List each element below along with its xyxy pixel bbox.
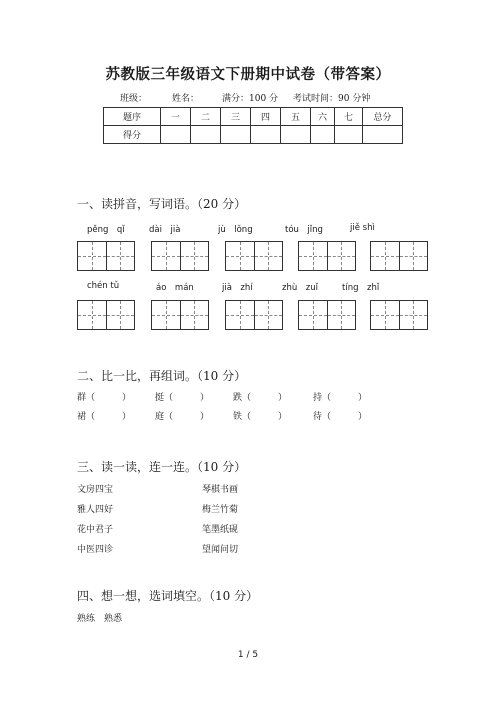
match-left-item[interactable]: 文房四宝 <box>77 485 114 495</box>
exam-time: 考试时间：90 分钟 <box>293 94 371 104</box>
score-table-header-row <box>104 108 403 126</box>
compare-item: 跌（ ） <box>233 393 288 403</box>
compare-item: 群（ ） <box>77 393 132 403</box>
name-label: 姓名： <box>172 94 200 104</box>
pinyin-label: pěng qǐ <box>87 225 125 235</box>
table-cell: 题序 <box>104 108 161 126</box>
writing-box[interactable] <box>298 300 356 330</box>
compare-item: 裙（ ） <box>77 412 132 422</box>
pinyin-label: jù lǒng <box>218 225 253 235</box>
section-3-heading: 三、读一读，连一连。（10 分） <box>77 460 247 474</box>
writing-box[interactable] <box>151 300 209 330</box>
compare-item: 庭（ ） <box>155 412 210 422</box>
page-title: 苏教版三年级语文下册期中试卷（带答案） <box>105 66 391 83</box>
writing-box[interactable] <box>298 241 356 271</box>
score-table <box>103 107 403 144</box>
score-table-score-row <box>104 126 403 144</box>
section-2-heading: 二、比一比，再组词。（10 分） <box>77 369 247 383</box>
section-4-heading: 四、想一想，选词填空。（10 分） <box>77 589 259 603</box>
score-cell[interactable] <box>161 126 191 144</box>
pinyin-label: dài jià <box>149 225 181 235</box>
writing-box[interactable] <box>151 241 209 271</box>
score-cell[interactable] <box>251 126 281 144</box>
class-label: 班级： <box>120 94 148 104</box>
table-cell: 三 <box>221 108 251 126</box>
writing-box[interactable] <box>370 241 428 271</box>
compare-item: 待（ ） <box>313 412 368 422</box>
match-left-item[interactable]: 花中君子 <box>77 525 114 535</box>
compare-item: 持（ ） <box>313 393 368 403</box>
writing-box[interactable] <box>77 300 135 330</box>
score-cell[interactable] <box>191 126 221 144</box>
table-cell: 总分 <box>363 108 403 126</box>
writing-box[interactable] <box>225 241 283 271</box>
score-cell[interactable] <box>311 126 335 144</box>
section-1-heading: 一、读拼音，写词语。（20 分） <box>77 197 247 211</box>
pinyin-label: zhù zuǐ <box>282 283 318 293</box>
table-cell: 七 <box>335 108 363 126</box>
pinyin-label: jiě shì <box>350 223 375 233</box>
table-cell: 四 <box>251 108 281 126</box>
table-cell: 得分 <box>104 126 161 144</box>
table-cell: 二 <box>191 108 221 126</box>
page-number: 1 / 5 <box>237 650 259 660</box>
pinyin-label: áo mán <box>156 283 194 293</box>
table-cell: 一 <box>161 108 191 126</box>
table-cell: 六 <box>311 108 335 126</box>
pinyin-label: jià zhí <box>222 283 253 293</box>
score-cell[interactable] <box>281 126 311 144</box>
writing-box[interactable] <box>225 300 283 330</box>
compare-item: 挺（ ） <box>155 393 210 403</box>
match-right-item[interactable]: 琴棋书画 <box>202 485 239 495</box>
full-score: 满分：100 分 <box>222 94 279 104</box>
table-cell: 五 <box>281 108 311 126</box>
match-right-item[interactable]: 笔墨纸砚 <box>202 525 239 535</box>
pinyin-label: tóu jǐng <box>285 225 323 235</box>
score-cell[interactable] <box>335 126 363 144</box>
writing-box[interactable] <box>77 241 135 271</box>
match-left-item[interactable]: 雅人四好 <box>77 505 114 515</box>
score-cell[interactable] <box>221 126 251 144</box>
writing-box[interactable] <box>370 300 428 330</box>
pinyin-label: tíng zhǐ <box>342 283 380 293</box>
word-choices: 熟练 熟悉 <box>77 614 123 624</box>
score-cell[interactable] <box>363 126 403 144</box>
match-right-item[interactable]: 梅兰竹菊 <box>202 505 239 515</box>
match-left-item[interactable]: 中医四诊 <box>77 545 114 555</box>
match-right-item[interactable]: 望闻问切 <box>202 545 239 555</box>
compare-item: 铁（ ） <box>233 412 288 422</box>
pinyin-label: chén tǔ <box>87 281 120 291</box>
